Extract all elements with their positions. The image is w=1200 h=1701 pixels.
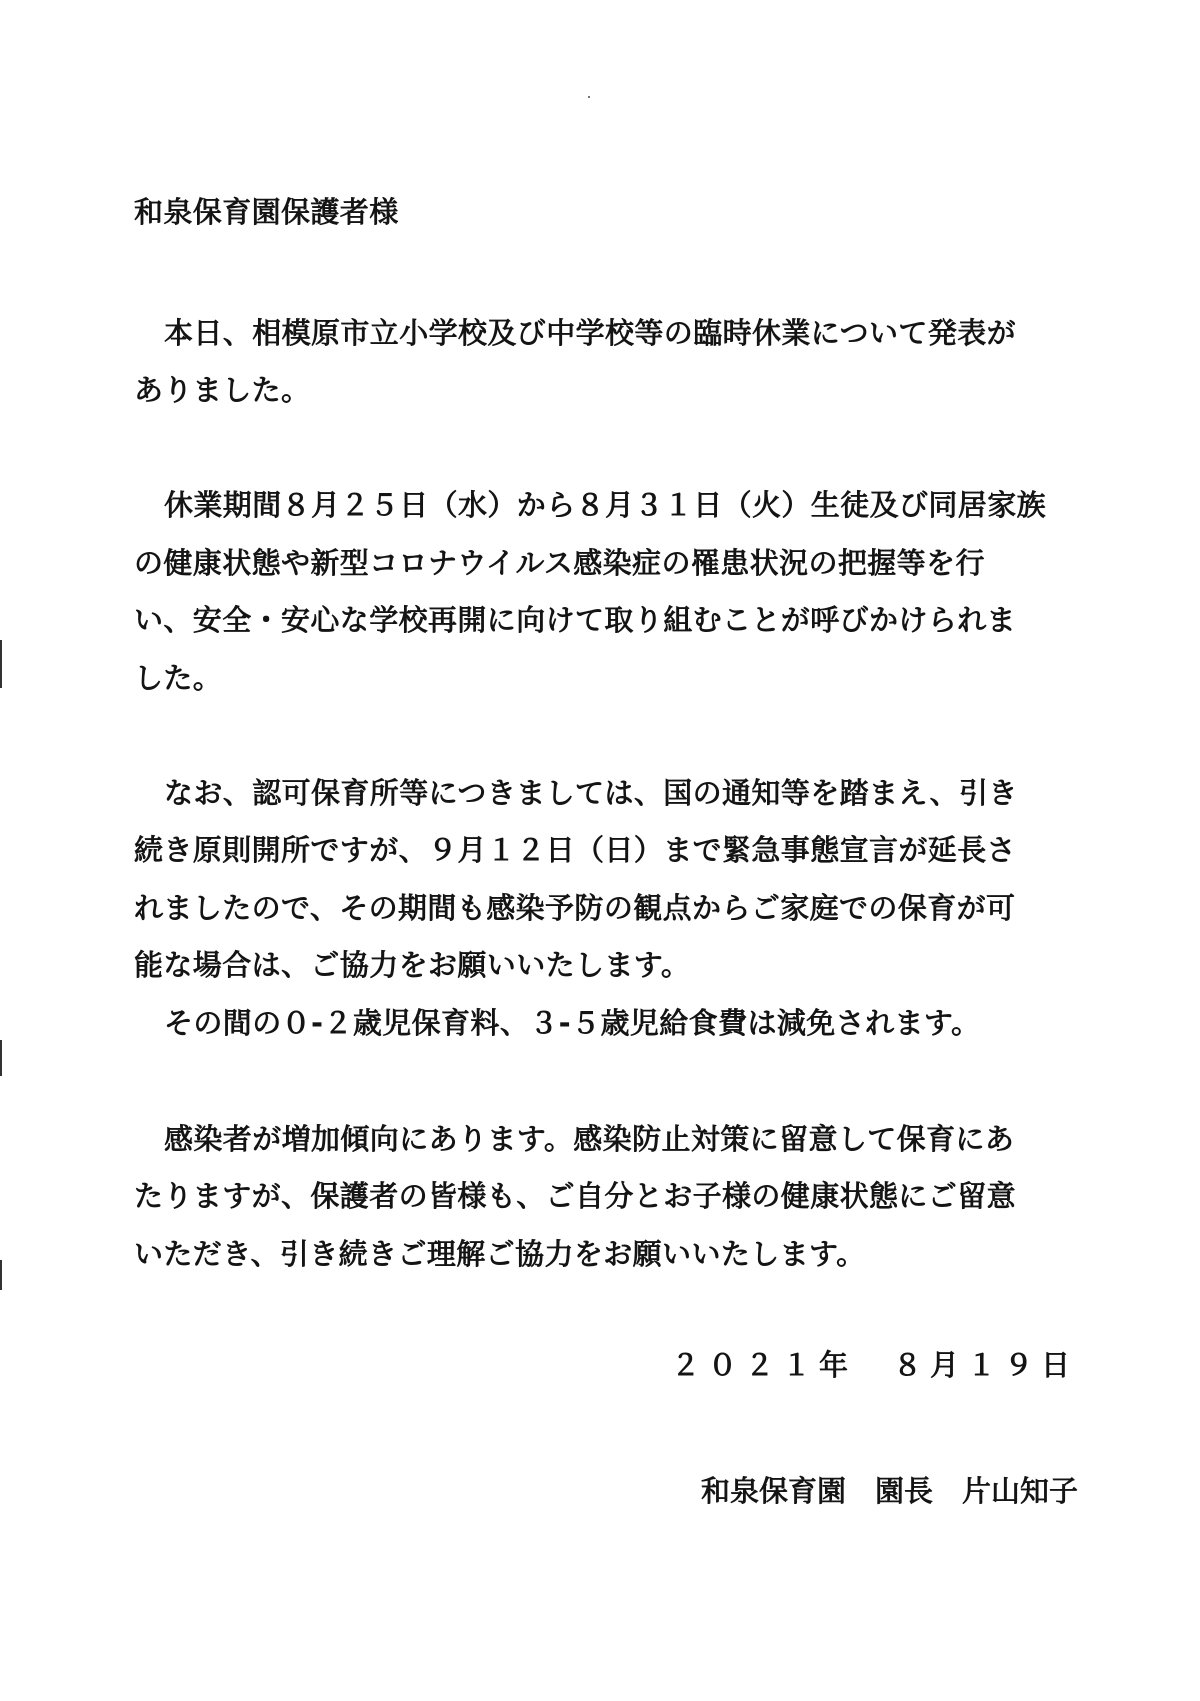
paragraph4-line1: 感染者が増加傾向にあります。感染防止対策に留意して保育にあ: [164, 1122, 1015, 1156]
letter-date: ２０２１年 ８月１９日: [670, 1348, 1078, 1382]
paragraph3-line5: その間の０-２歳児保育料、３-５歳児給食費は減免されます。: [164, 1006, 981, 1040]
scan-edge-mark: [0, 640, 2, 688]
paragraph3-line2: 続き原則開所ですが、９月１２日（日）まで緊急事態宣言が延長さ: [134, 833, 1017, 867]
paragraph3-line3: れましたので、その期間も感染予防の観点からご家庭での保育が可: [134, 891, 1016, 925]
paragraph2-line4: した。: [134, 661, 223, 695]
paragraph3-line1: なお、認可保育所等につきましては、国の通知等を踏まえ、引き: [164, 776, 1018, 810]
paragraph3-line4: 能な場合は、ご協力をお願いいたします。: [134, 948, 691, 982]
scan-edge-mark: [0, 1260, 2, 1290]
scan-edge-mark: [0, 1040, 2, 1076]
signature: 和泉保育園 園長 片山知子: [700, 1474, 1078, 1508]
paragraph4-line2: たりますが、保護者の皆様も、ご自分とお子様の健康状態にご留意: [134, 1179, 1017, 1213]
paragraph1-line2: ありました。: [134, 373, 311, 407]
paragraph2-line2: の健康状態や新型コロナウイルス感染症の罹患状況の把握等を行: [134, 546, 985, 580]
paragraph1-line1: 本日、相模原市立小学校及び中学校等の臨時休業について発表が: [164, 316, 1017, 350]
paragraph2-line3: い、安全・安心な学校再開に向けて取り組むことが呼びかけられま: [134, 603, 1017, 637]
scan-speck: [588, 96, 590, 98]
paragraph2-line1: 休業期間８月２５日（水）から８月３１日（火）生徒及び同居家族: [164, 488, 1047, 522]
addressee: 和泉保育園保護者様: [134, 195, 399, 229]
paragraph4-line3: いただき、引き続きご理解ご協力をお願いいたします。: [134, 1237, 866, 1271]
